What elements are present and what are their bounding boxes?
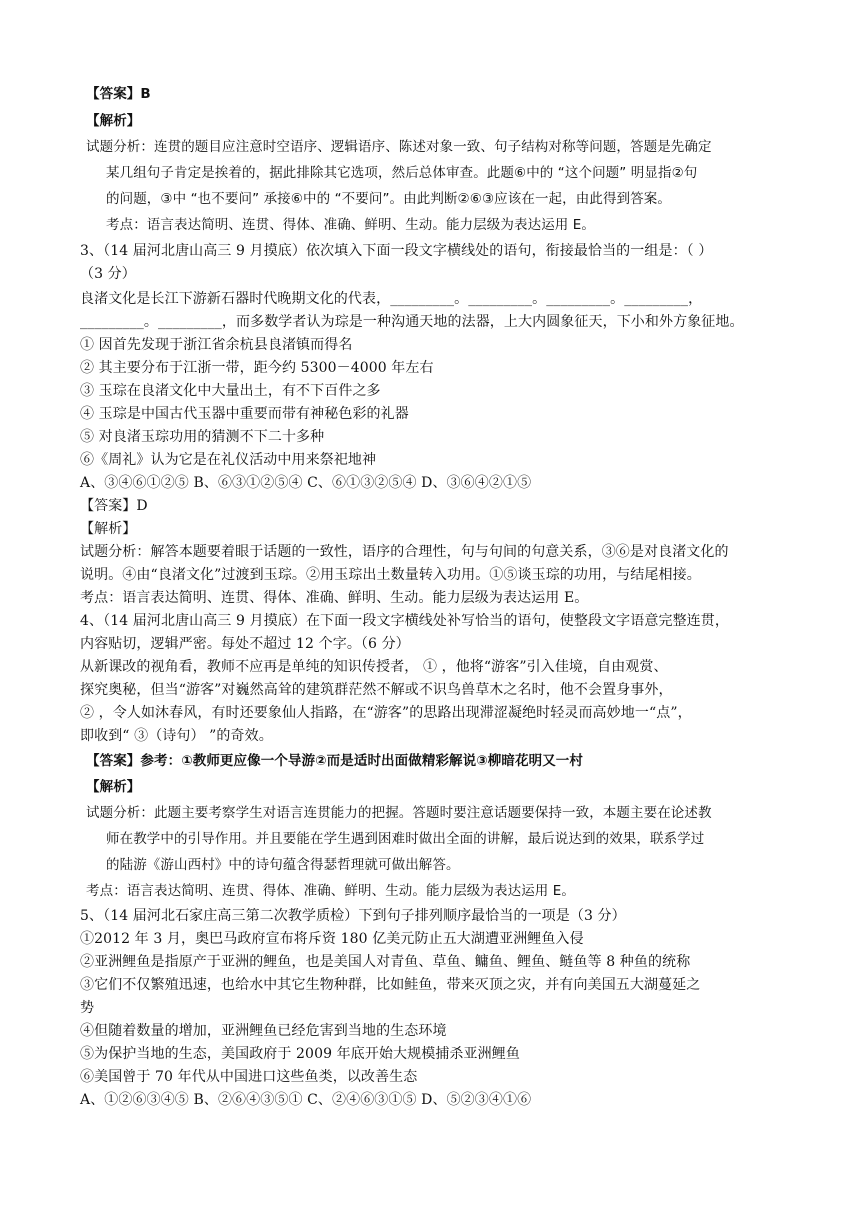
question-3-option: ① 因首先发现于浙江省余杭县良渚镇而得名	[80, 337, 353, 353]
answer-label: 【答案】B	[86, 86, 151, 102]
question-5-choices: A、①②⑥③④⑤ B、②⑥④③⑤① C、②④⑥③①⑤ D、⑤②③④①⑥	[80, 1092, 532, 1108]
question-3-score: （3 分）	[80, 266, 136, 282]
analysis-line: 试题分析：此题主要考察学生对语言连贯能力的把握。答题时要注意话题要保持一致，本题主要在论述教	[86, 805, 712, 821]
question-5-item: ⑤为保护当地的生态，美国政府于 2009 年底开始大规模捕杀亚洲鲤鱼	[80, 1046, 520, 1062]
question-3-option: ④ 玉琮是中国古代玉器中重要而带有神秘色彩的礼器	[80, 406, 409, 422]
question-5-item: ③它们不仅繁殖迅速，也给水中其它生物种群，比如鲑鱼，带来灭顶之灾，并有向美国五大湖蔓延之	[80, 977, 701, 993]
question-5-item: ①2012 年 3 月，奥巴马政府宣布将斥资 180 亿美元防止五大湖遭亚洲鲤鱼入侵	[80, 931, 584, 947]
question-5-item: ④但随着数量的增加，亚洲鲤鱼已经危害到当地的生态环境	[80, 1023, 447, 1039]
analysis-line: 试题分析：连贯的题目应注意时空语序、逻辑语序、陈述对象一致、句子结构对称等问题，答题是先确定	[86, 139, 712, 155]
question-4-passage: ② ，令人如沐春风，有时还要象仙人指路，在“游客”的思路出现滞涩凝绝时轻灵而高妙地一“点”，	[80, 705, 692, 721]
question-3-option: ② 其主要分布于江浙一带，距今约 5300－4000 年左右	[80, 360, 434, 376]
question-4-passage: 探究奥秘，但当“游客”对巍然高耸的建筑群茫然不解或不识鸟兽草木之名时，他不会置身事外，	[80, 682, 673, 698]
analysis-line: 的问题，③中 “也不要问” 承接⑥中的 “不要问”。由此判断②⑥③应该在一起，由此得到答案。	[106, 191, 671, 207]
question-3-stem: 3、（14 届河北唐山高三 9 月摸底）依次填入下面一段文字横线处的语句，衔接最恰当的一组是：（ ）	[80, 243, 713, 259]
analysis-line: 的陆游《游山西村》中的诗句蕴含得瑟哲理就可做出解答。	[106, 857, 460, 873]
analysis-line: 某几组句子肯定是挨着的，据此排除其它选项，然后总体审查。此题⑥中的 “这个问题” 明显指②句	[106, 165, 698, 181]
analysis-line: 说明。④由“良渚文化”过渡到玉琮。②用玉琮出土数量转入功用。①⑤谈玉琮的功用，与结尾相接。	[80, 567, 701, 583]
answer-label: 【答案】参考：①教师更应像一个导游②而是适时出面做精彩解说③柳暗花明又一村	[86, 753, 583, 769]
analysis-line: 师在教学中的引导作用。并且要能在学生遇到困难时做出全面的讲解，最后说达到的效果，联系学过	[106, 831, 705, 847]
kaodian-line: 考点：语言表达简明、连贯、得体、准确、鲜明、生动。能力层级为表达运用 E。	[80, 590, 589, 606]
analysis-line: 试题分析：解答本题要着眼于话题的一致性，语序的合理性，句与句间的句意关系，③⑥是对良渚文化的	[80, 544, 729, 560]
analysis-label: 【解析】	[86, 779, 141, 795]
question-5-item: 势	[80, 1000, 95, 1016]
question-5-item: ⑥美国曾于 70 年代从中国进口这些鱼类，以改善生态	[80, 1069, 418, 1085]
kaodian-line: 考点：语言表达简明、连贯、得体、准确、鲜明、生动。能力层级为表达运用 E。	[86, 883, 576, 899]
question-4-passage: 从新课改的视角看，教师不应再是单纯的知识传授者， ① ，他将“游客”引入佳境，自由观赏、	[80, 659, 668, 675]
question-3-passage: _________。_________，而多数学者认为琮是一种沟通天地的法器，上大内圆象征天，下小和外方象征地。	[80, 314, 744, 330]
analysis-label: 【解析】	[86, 113, 141, 129]
question-4-stem: 4、（14 届河北唐山高三 9 月摸底）在下面一段文字横线处补写恰当的语句，使整段文字语意完整连贯，	[80, 613, 729, 629]
question-3-option: ⑥《周礼》认为它是在礼仪活动中用来祭祀地神	[80, 452, 377, 468]
kaodian-line: 考点：语言表达简明、连贯、得体、准确、鲜明、生动。能力层级为表达运用 E。	[106, 217, 596, 233]
answer-label: 【答案】D	[80, 498, 148, 514]
question-3-option: ③ 玉琮在良渚文化中大量出土，有不下百件之多	[80, 383, 381, 399]
analysis-label: 【解析】	[80, 521, 137, 537]
question-3-option: ⑤ 对良渚玉琮功用的猜测不下二十多种	[80, 429, 325, 445]
question-4-stem: 内容贴切，逻辑严密。每处不超过 12 个字。（6 分）	[80, 636, 410, 652]
question-4-passage: 即收到“ ③（诗句） ”的奇效。	[80, 728, 273, 744]
question-3-passage: 良渚文化是长江下游新石器时代晚期文化的代表，_________。_________。_________。_________，	[80, 291, 703, 307]
question-5-item: ②亚洲鲤鱼是指原产于亚洲的鲤鱼，也是美国人对青鱼、草鱼、鳙鱼、鲤鱼、鲢鱼等 8 种鱼的统称	[80, 954, 691, 970]
question-5-stem: 5、（14 届河北石家庄高三第二次教学质检）下到句子排列顺序最恰当的一项是（3 分）	[80, 908, 626, 924]
question-3-choices: A、③④⑥①②⑤ B、⑥③①②⑤④ C、⑥①③②⑤④ D、③⑥④②①⑤	[80, 475, 532, 491]
